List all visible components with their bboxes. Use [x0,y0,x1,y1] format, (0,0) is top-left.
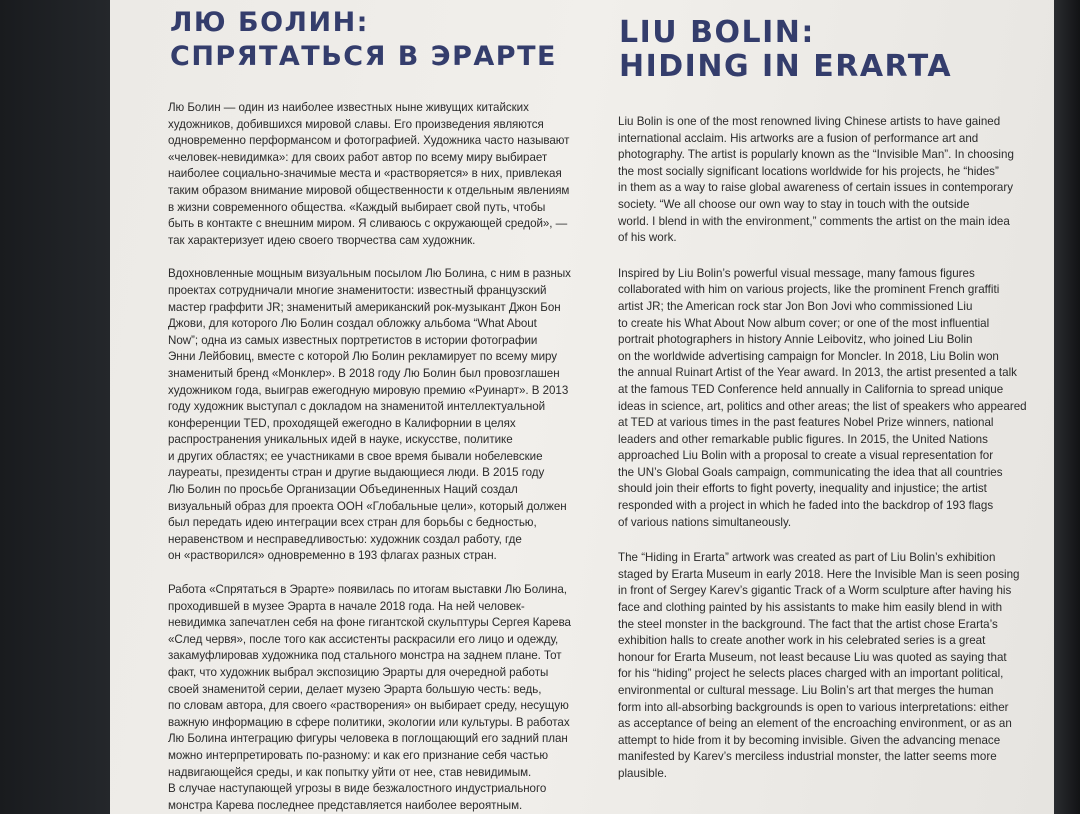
english-text-line: photography. The artist is popularly known as the “Invisible Man”. In choosing [618,148,1014,162]
english-text-line: in front of Sergey Karev’s gigantic Track of a Worm sculpture after having his [618,584,1012,598]
english-text-line: at the famous TED Conference held annually in California to spread unique [618,382,1004,396]
russian-text-line: монстра Карева последнее представляется наиболее вероятным. [168,798,523,812]
english-text-line: attempt to hide from it by becoming invisible. Given the advancing menace [618,733,1001,747]
russian-text-line: своей знаменитой серии, делает музею Эрарта большую честь: ведь, [168,682,542,696]
russian-text-line: он «растворился» одновременно в 193 флагах разных стран. [168,549,497,563]
english-text-line: The “Hiding in Erarta” artwork was created as part of Liu Bolin’s exhibition [618,551,996,565]
russian-title-line: СПРЯТАТЬСЯ В ЭРАРТЕ [170,41,557,72]
russian-paragraph [168,266,588,565]
russian-title-line: ЛЮ БОЛИН: [170,7,369,38]
russian-text-line: Now”; одна из самых известных портретистов в истории фотографии [168,333,538,347]
russian-text-line: Лю Болин по просьбе Организации Объединенных Наций создал [168,483,518,497]
english-text-column [618,114,1027,802]
english-text-line: world. I blend in with the environment,” comments the artist on the main idea [618,214,1010,228]
russian-text-line: одновременно перформансом и фотографией. Художника часто называют [168,134,570,148]
english-text-line: of various nations simultaneously. [618,515,792,529]
english-paragraph [618,114,1014,247]
english-paragraph [618,266,1027,532]
dark-wall-left [0,0,110,814]
english-text-line: exhibition halls to create another work in his celebrated series is a great [618,634,986,648]
dark-wall-right [1054,0,1080,814]
english-text-line: in them as a way to raise global awareness of certain issues in contemporary [618,181,1014,195]
english-text-line: the annual Ruinart Artist of the Year award. In 2013, the artist presented a talk [618,366,1017,380]
english-text-line: form into all-absorbing backgrounds is open to various interpretations: either [618,700,1009,714]
russian-text-column [168,100,588,814]
english-text-line: of his work. [618,231,677,245]
english-text-line: to create his What About Now album cover; or one of the most influential [618,316,990,330]
russian-text-line: закамуфлировав художника под стального монстра на заднем плане. Тот [168,649,562,663]
english-text-line: for his “hiding” project he selects places charged with an important political, [618,667,1004,681]
russian-text-line: году художник выступал с докладом на знаменитой интеллектуальной [168,400,546,414]
russian-text-line: Работа «Спрятаться в Эрарте» появилась по итогам выставки Лю Болина, [168,583,567,597]
russian-text-line: невидимка запечатлен себя на фоне гигантской скульптуры Сергея Карева [168,616,571,630]
english-text-line: face and clothing painted by his assistants to make him easily blend in with [618,601,1003,615]
english-text-line: leaders and other remarkable public figures. In 2015, the United Nations [618,432,988,446]
english-title [619,16,952,84]
english-text-line: plausible. [618,766,667,780]
english-text-line: collaborated with him on various projects, like the prominent French graffiti [618,283,1000,297]
english-paragraph [618,550,1020,782]
russian-paragraph [168,582,588,814]
english-text-line: Liu Bolin is one of the most renowned living Chinese artists to have gained [618,115,1001,128]
english-text-line: society. “We all choose our own way to stay in touch with the outside [618,197,970,211]
russian-text-line: Вдохновленные мощным визуальным посылом Лю Болина, с ним в разных [168,267,571,281]
russian-text-line: Джови, для которого Лю Болин создал обложку альбома “What About [168,317,537,331]
russian-title [170,6,557,74]
english-text-line: environmental or cultural message. Liu Bolin’s art that merges the human [618,684,994,697]
russian-text-line: был передать идею интеграции всех стран для борьбы с бедностью, [168,516,537,530]
russian-text-line: проходившей в музее Эрарта в начале 2018 года. На ней человек- [168,599,525,613]
russian-text-line: лауреаты, президенты стран и другие выдающиеся люди. В 2015 году [168,466,545,480]
russian-text-line: наиболее социально-значимые места и «растворяется» в них, привлекая [168,167,562,181]
russian-text-line: важную информацию в сфере политики, экологии или культуры. В работах [168,715,570,729]
russian-text-line: распространения уникальных идей в науке, искусстве, политике [168,433,513,447]
russian-text-line: «человек-невидимка»: для своих работ автор по всему миру выбирает [168,150,548,164]
russian-text-line: факт, что художник выбрал экспозицию Эрарты для очередной работы [168,666,549,679]
english-text-line: staged by Erarta Museum in early 2018. Here the Invisible Man is seen posing [618,567,1020,581]
russian-text-line: по словам автора, для своего «растворения» он выбирает среду, несущую [168,699,569,713]
english-title-line: HIDING IN ERARTA [619,49,953,84]
english-text-line: manifested by Karev’s merciless industrial monster, the latter seems more [618,750,997,764]
russian-text-line: «След червя», после того как ассистенты раскрасили его лицо и одежду, [168,632,559,646]
english-text-line: international acclaim. His artworks are a fusion of performance art and [618,131,979,145]
english-title-line: LIU BOLIN: [619,15,815,50]
english-text-line: the UN’s Global Goals campaign, communicating the idea that all countries [618,465,1003,479]
russian-text-line: художником года, выиграв ежегодную мировую премию «Руинарт». В 2013 [168,383,569,397]
english-text-line: Inspired by Liu Bolin’s powerful visual message, many famous figures [618,266,975,280]
russian-text-line: художников, добившихся мировой славы. Его произведения являются [168,117,544,131]
russian-text-line: неравенством и несправедливостью: художник создал работу, где [168,532,522,546]
english-text-line: as acceptance of being an element of the encroaching environment, or as an [618,717,1012,731]
english-text-line: artist JR; the American rock star Jon Bon Jovi who commissioned Liu [618,299,973,313]
english-text-line: the most socially significant locations worldwide for his projects, he “hides” [618,164,999,178]
english-text-line: at TED at various times in the past features Nobel Prize winners, national [618,416,994,430]
russian-text-line: так характеризует идею своего творчества сам художник. [168,233,476,247]
russian-text-line: Энни Лейбовиц, вместе с которой Лю Болин рекламирует по всему миру [168,350,558,364]
english-text-line: responded with a project in which he faded into the backdrop of 193 flags [618,499,994,513]
russian-text-line: можно интерпретировать по-разному: и как его признание себя частью [168,748,548,762]
english-text-line: should join their efforts to fight poverty, inequality and injustice; the artist [618,482,987,496]
english-text-line: approached Liu Bolin with a proposal to create a visual representation for [618,449,994,463]
russian-text-line: Лю Болина интеграцию фигуры человека в поглощающий его задний план [168,732,568,746]
exhibition-text-panel [110,0,1054,814]
russian-text-line: знаменитый бренд «Монклер». В 2018 году Лю Болин был провозглашен [168,366,560,380]
english-text-line: portrait photographers in history Annie Leibovitz, who joined Liu Bolin [618,333,973,347]
russian-text-line: визуальный образ для проекта ООН «Глобальные цели», который должен [168,499,567,513]
russian-text-line: проектах сотрудничали многие знаменитости: известный французский [168,283,547,297]
russian-text-line: мастер граффити JR; знаменитый американский рок-музыкант Джон Бон [168,300,561,314]
russian-text-line: конференции TED, проходящей ежегодно в Калифорнии в целях [168,416,516,430]
english-text-line: on the worldwide advertising campaign for Moncler. In 2018, Liu Bolin won [618,349,999,363]
russian-text-line: в жизни современного общества. «Каждый выбирает свой путь, чтобы [168,200,546,214]
russian-text-line: надвигающейся среды, и как попытку уйти от нее, став невидимым. [168,765,532,779]
russian-paragraph [168,100,588,249]
russian-text-line: В случае наступающей угрозы в виде безжалостного индустриального [168,782,547,796]
russian-text-line: Лю Болин — один из наиболее известных ныне живущих китайских [168,101,529,114]
russian-text-line: таким образом внимание мировой общественности к отдельным явлениям [168,183,570,197]
english-text-line: honour for Erarta Museum, not least because Liu was quoted as saying that [618,650,1007,664]
russian-text-line: и других областях; ее участниками в свое время бывали нобелевские [168,449,543,463]
russian-text-line: быть в контакте с внешним миром. Я сливаюсь с окружающей средой», — [168,217,568,231]
english-text-line: ideas in science, art, politics and other areas; the list of speakers who appeared [618,399,1027,413]
english-text-line: the steel monster in the background. The fact that the artist chose Erarta’s [618,617,998,631]
